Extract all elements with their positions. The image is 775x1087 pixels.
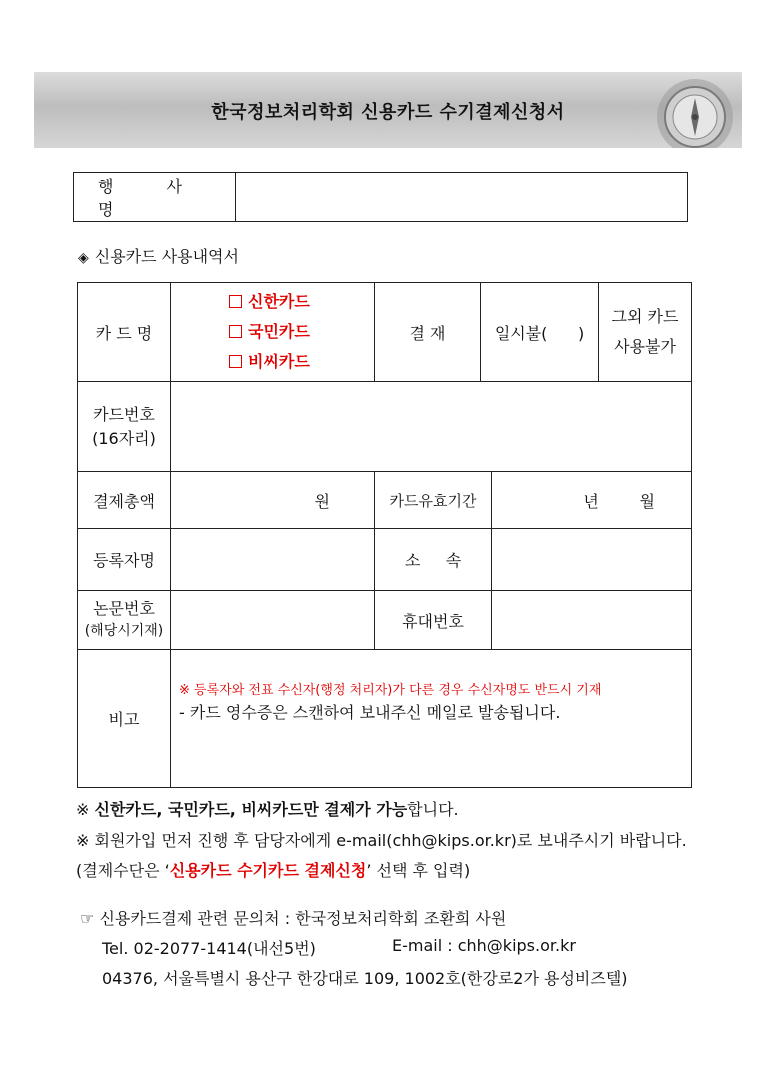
table-row: [78, 650, 692, 788]
contact-title: ☞ 신용카드결제 관련 문의처 : 한국정보처리학회 조환희 사원: [80, 909, 507, 928]
table-row: [78, 283, 692, 382]
registrant-field[interactable]: [171, 529, 375, 591]
table-row: [78, 529, 692, 591]
card-option-shinhan[interactable]: 신한카드: [229, 287, 374, 317]
paper-number-label: 논문번호 (해당시기재): [78, 591, 171, 650]
remark-label: 비고: [78, 650, 171, 788]
table-row: [78, 382, 692, 472]
registrant-label: 등록자명: [78, 529, 171, 591]
contact-address: 04376, 서울특별시 용산구 한강대로 109, 1002호(한강로2가 용성비즈텔): [102, 969, 628, 988]
page-title: 한국정보처리학회 신용카드 수기결제신청서: [211, 102, 565, 123]
checkbox-icon[interactable]: [229, 295, 242, 308]
checkbox-icon[interactable]: [229, 355, 242, 368]
total-amount-field[interactable]: 원: [171, 472, 375, 529]
section-heading: [78, 244, 239, 267]
other-cards-note: 그외 카드 사용불가: [599, 283, 692, 382]
remark-field[interactable]: [171, 650, 692, 788]
table-row: [78, 472, 692, 529]
checkbox-icon[interactable]: [229, 325, 242, 338]
total-amount-label: 결제총액: [78, 472, 171, 529]
card-option-kb[interactable]: 국민카드: [229, 317, 374, 347]
pointing-hand-icon: ☞: [80, 909, 95, 928]
footer-line-2: ※ 회원가입 먼저 진행 후 담당자에게 e-mail(chh@kips.or.kr)로 보내주시기 바랍니다.: [76, 831, 687, 850]
event-name-label: 행 사 명: [74, 173, 236, 221]
event-name-box: [73, 172, 688, 222]
diamond-icon: ◈: [78, 250, 89, 266]
contact-email[interactable]: E-mail : chh@kips.or.kr: [392, 936, 576, 955]
contact-tel: Tel. 02-2077-1414(내선5번): [102, 939, 316, 958]
card-number-label: 카드번호 (16자리): [78, 382, 171, 472]
installment-field[interactable]: 일시불( ): [481, 283, 599, 382]
card-name-label: 카 드 명: [78, 283, 171, 382]
affiliation-label: 소 속: [375, 529, 492, 591]
remark-note: ※ 등록자와 전표 수신자(행정 처리자)가 다른 경우 수신자명도 반드시 기재: [179, 683, 602, 698]
header-banner: [34, 72, 742, 148]
expiry-label: 카드유효기간: [375, 472, 492, 529]
expiry-field[interactable]: 년 월: [492, 472, 692, 529]
section-title: 신용카드 사용내역서: [94, 247, 239, 266]
remark-line: - 카드 영수증은 스캔하여 보내주신 메일로 발송됩니다.: [179, 703, 561, 722]
card-options: [171, 283, 375, 382]
card-number-field[interactable]: [171, 382, 692, 472]
payment-label: 결 재: [375, 283, 481, 382]
phone-field[interactable]: [492, 591, 692, 650]
card-option-bc[interactable]: 비씨카드: [229, 347, 374, 377]
affiliation-field[interactable]: [492, 529, 692, 591]
phone-label: 휴대번호: [375, 591, 492, 650]
table-row: [78, 591, 692, 650]
footer-line-1: ※ 신한카드, 국민카드, 비씨카드만 결제가 가능합니다.: [76, 800, 459, 819]
footer-line-3: (결제수단은 ‘신용카드 수기카드 결제신청’ 선택 후 입력): [76, 861, 471, 880]
event-name-field[interactable]: [236, 173, 687, 221]
paper-number-field[interactable]: [171, 591, 375, 650]
credit-card-form: [77, 282, 692, 788]
